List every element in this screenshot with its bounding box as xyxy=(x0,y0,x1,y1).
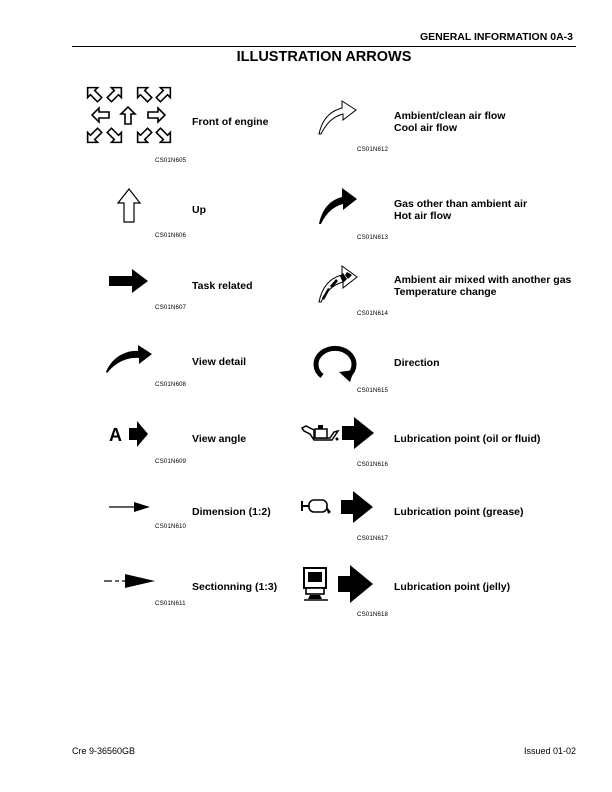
section-arrow-icon xyxy=(103,573,157,589)
label-sectionning: Sectionning (1:3) xyxy=(192,581,278,593)
code-view-angle: CS01N609 xyxy=(155,458,187,465)
code-task-related: CS01N607 xyxy=(155,304,187,311)
code-lubrication-jelly: CS01N618 xyxy=(357,611,389,618)
label-gas-line2: Hot air flow xyxy=(394,210,452,222)
code-direction: CS01N615 xyxy=(357,387,389,394)
task-arrow-icon xyxy=(108,268,150,294)
code-lubrication-oil: CS01N616 xyxy=(357,461,389,468)
code-lubrication-grease: CS01N617 xyxy=(357,535,389,542)
label-gas-line1: Gas other than ambient air xyxy=(394,198,528,210)
label-task-related: Task related xyxy=(192,280,253,292)
code-sectionning: CS01N611 xyxy=(155,600,186,607)
label-view-angle: View angle xyxy=(192,433,247,445)
header-rule xyxy=(72,46,576,47)
view-angle-letter: A xyxy=(109,425,122,445)
label-mixed-air-line1: Ambient air mixed with another gas xyxy=(394,274,572,286)
label-ambient-air-line1: Ambient/clean air flow xyxy=(394,110,506,122)
label-lubrication-jelly: Lubrication point (jelly) xyxy=(394,581,511,593)
jelly-pot-arrow-icon xyxy=(300,564,376,604)
footer-document-id: Cre 9-36560GB xyxy=(72,746,136,756)
code-view-detail: CS01N608 xyxy=(155,381,187,388)
label-ambient-air-line2: Cool air flow xyxy=(394,122,457,134)
grease-gun-arrow-icon xyxy=(301,490,377,526)
striped-curved-arrow-icon xyxy=(317,262,359,304)
code-ambient-air: CS01N612 xyxy=(357,146,389,153)
label-mixed-air-line2: Temperature change xyxy=(394,286,497,298)
view-angle-arrow-icon xyxy=(109,420,151,448)
label-front-of-engine: Front of engine xyxy=(192,116,269,128)
solid-curved-arrow-icon xyxy=(317,184,359,226)
code-front-of-engine: CS01N605 xyxy=(155,157,187,164)
circular-direction-arrow-icon xyxy=(312,342,360,382)
outline-curved-arrow-icon xyxy=(317,96,359,136)
label-view-detail: View detail xyxy=(192,356,247,368)
code-mixed-air: CS01N614 xyxy=(357,310,389,317)
oil-can-arrow-icon xyxy=(300,416,376,452)
label-lubrication-grease: Lubrication point (grease) xyxy=(394,506,524,518)
front-of-engine-arrows-icon xyxy=(80,84,176,146)
label-lubrication-oil: Lubrication point (oil or fluid) xyxy=(394,433,541,445)
label-up: Up xyxy=(192,204,206,216)
dimension-arrow-icon xyxy=(108,500,152,514)
code-gas: CS01N613 xyxy=(357,234,389,241)
view-detail-arrow-icon xyxy=(104,342,154,376)
page-title: ILLUSTRATION ARROWS xyxy=(236,49,412,65)
up-arrow-icon xyxy=(117,188,141,224)
footer-issue-date: Issued 01-02 xyxy=(523,746,576,756)
code-up: CS01N606 xyxy=(155,232,187,239)
label-dimension: Dimension (1:2) xyxy=(192,506,271,518)
label-direction: Direction xyxy=(394,357,440,369)
code-dimension: CS01N610 xyxy=(155,523,187,530)
header-section-title: GENERAL INFORMATION 0A-3 xyxy=(419,31,573,43)
